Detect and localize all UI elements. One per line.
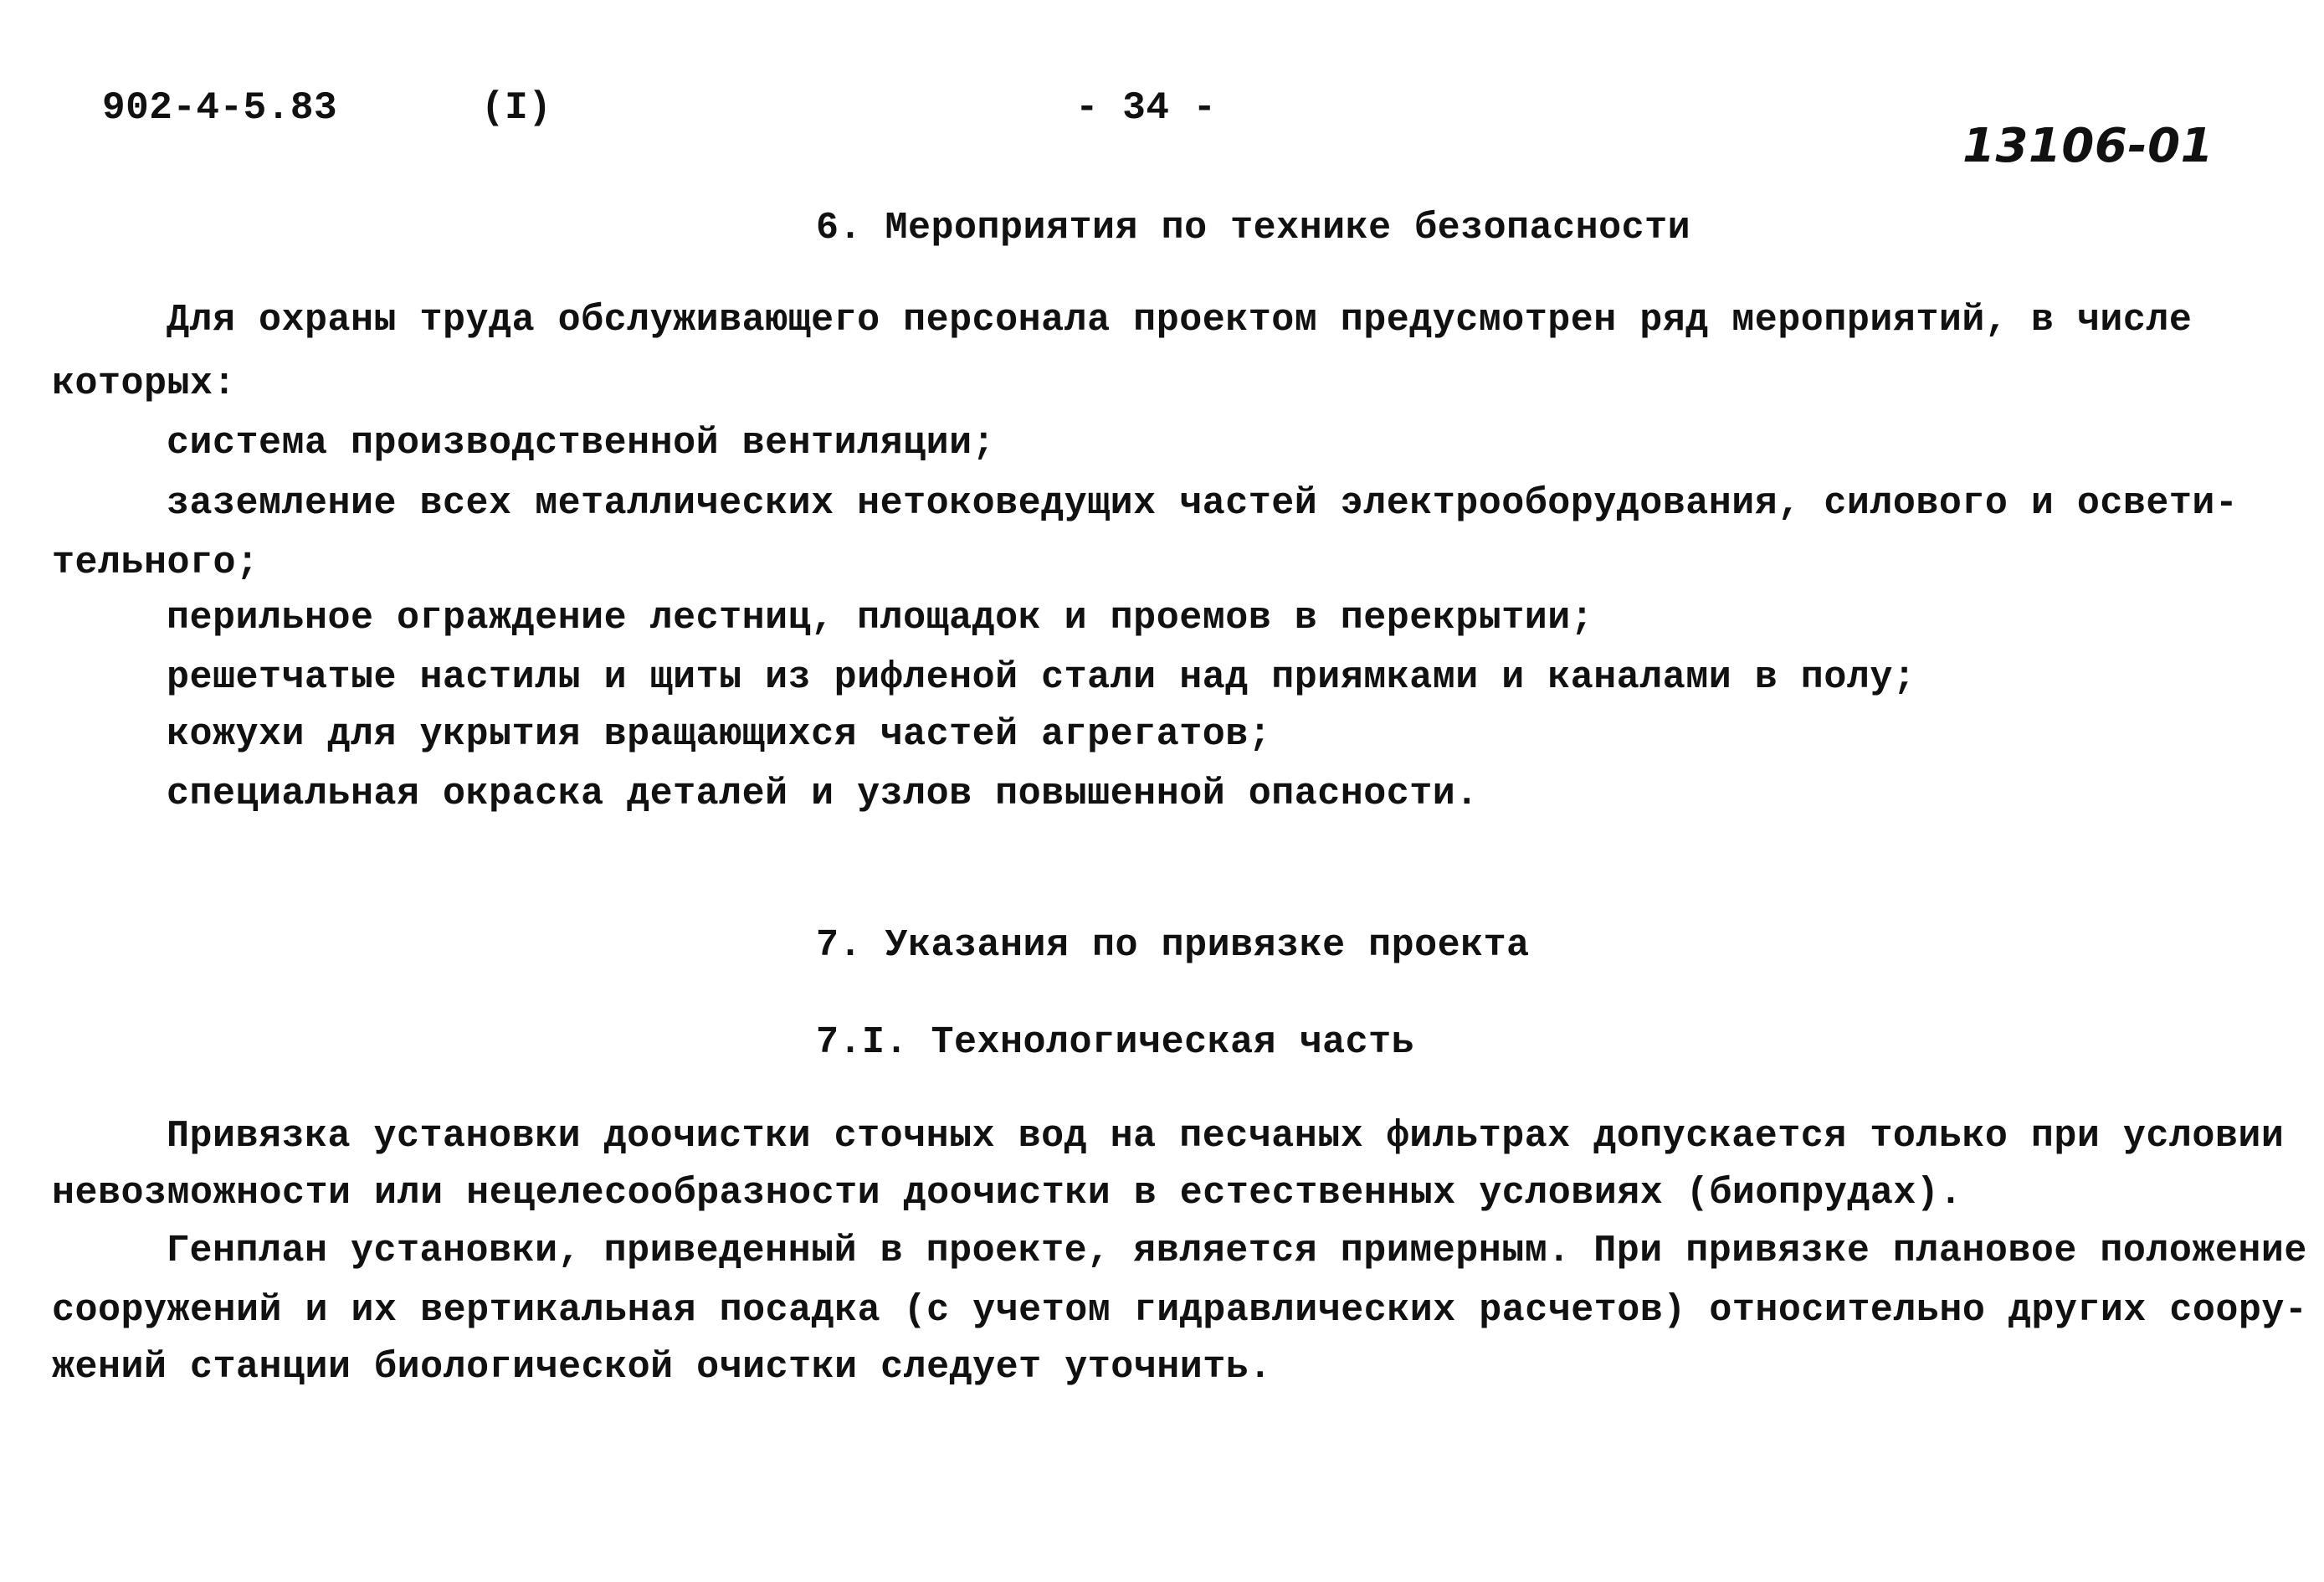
list-item: заземление всех металлических нетоковедущих частей электрооборудования, силового и освети- bbox=[167, 482, 2239, 525]
list-item: специальная окраска деталей и узлов повышенной опасности. bbox=[167, 773, 1479, 815]
paragraph-line: Для охраны труда обслуживающего персонала проектом предусмотрен ряд мероприятий, в числе bbox=[167, 299, 2193, 342]
list-item: решетчатые настилы и щиты из рифленой стали над приямками и каналами в полу; bbox=[167, 656, 1916, 699]
paragraph-line: которых: bbox=[52, 362, 237, 405]
paragraph-line: Генплан установки, приведенный в проекте, является примерным. При привязке плановое положение bbox=[167, 1230, 2307, 1272]
list-item-continuation: тельного; bbox=[52, 542, 259, 584]
list-item: кожухи для укрытия вращающихся частей агрегатов; bbox=[167, 713, 1272, 756]
paragraph-line: невозможности или нецелесообразности доочистки в естественных условиях (биопрудах). bbox=[52, 1172, 1962, 1215]
list-item: система производственной вентиляции; bbox=[167, 422, 996, 465]
subsection-7-1-title: 7.I. Технологическая часть bbox=[816, 1021, 1415, 1064]
list-item: перильное ограждение лестниц, площадок и проемов в перекрытии; bbox=[167, 597, 1594, 639]
volume-number: (I) bbox=[481, 86, 552, 130]
section-6-title: 6. Мероприятия по технике безопасности bbox=[816, 207, 1691, 249]
document-code: 902-4-5.83 bbox=[102, 86, 338, 130]
section-7-title: 7. Указания по привязке проекта bbox=[816, 924, 1530, 967]
page-number: - 34 - bbox=[1075, 86, 1217, 130]
stamp-number: 13106-01 bbox=[1962, 119, 2214, 173]
paragraph-line: жений станции биологической очистки следует уточнить. bbox=[52, 1346, 1272, 1389]
paragraph-line: Привязка установки доочистки сточных вод на песчаных фильтрах допускается только при условии bbox=[167, 1115, 2285, 1158]
paragraph-line: сооружений и их вертикальная посадка (с учетом гидравлических расчетов) относительно других соору- bbox=[52, 1289, 2308, 1332]
